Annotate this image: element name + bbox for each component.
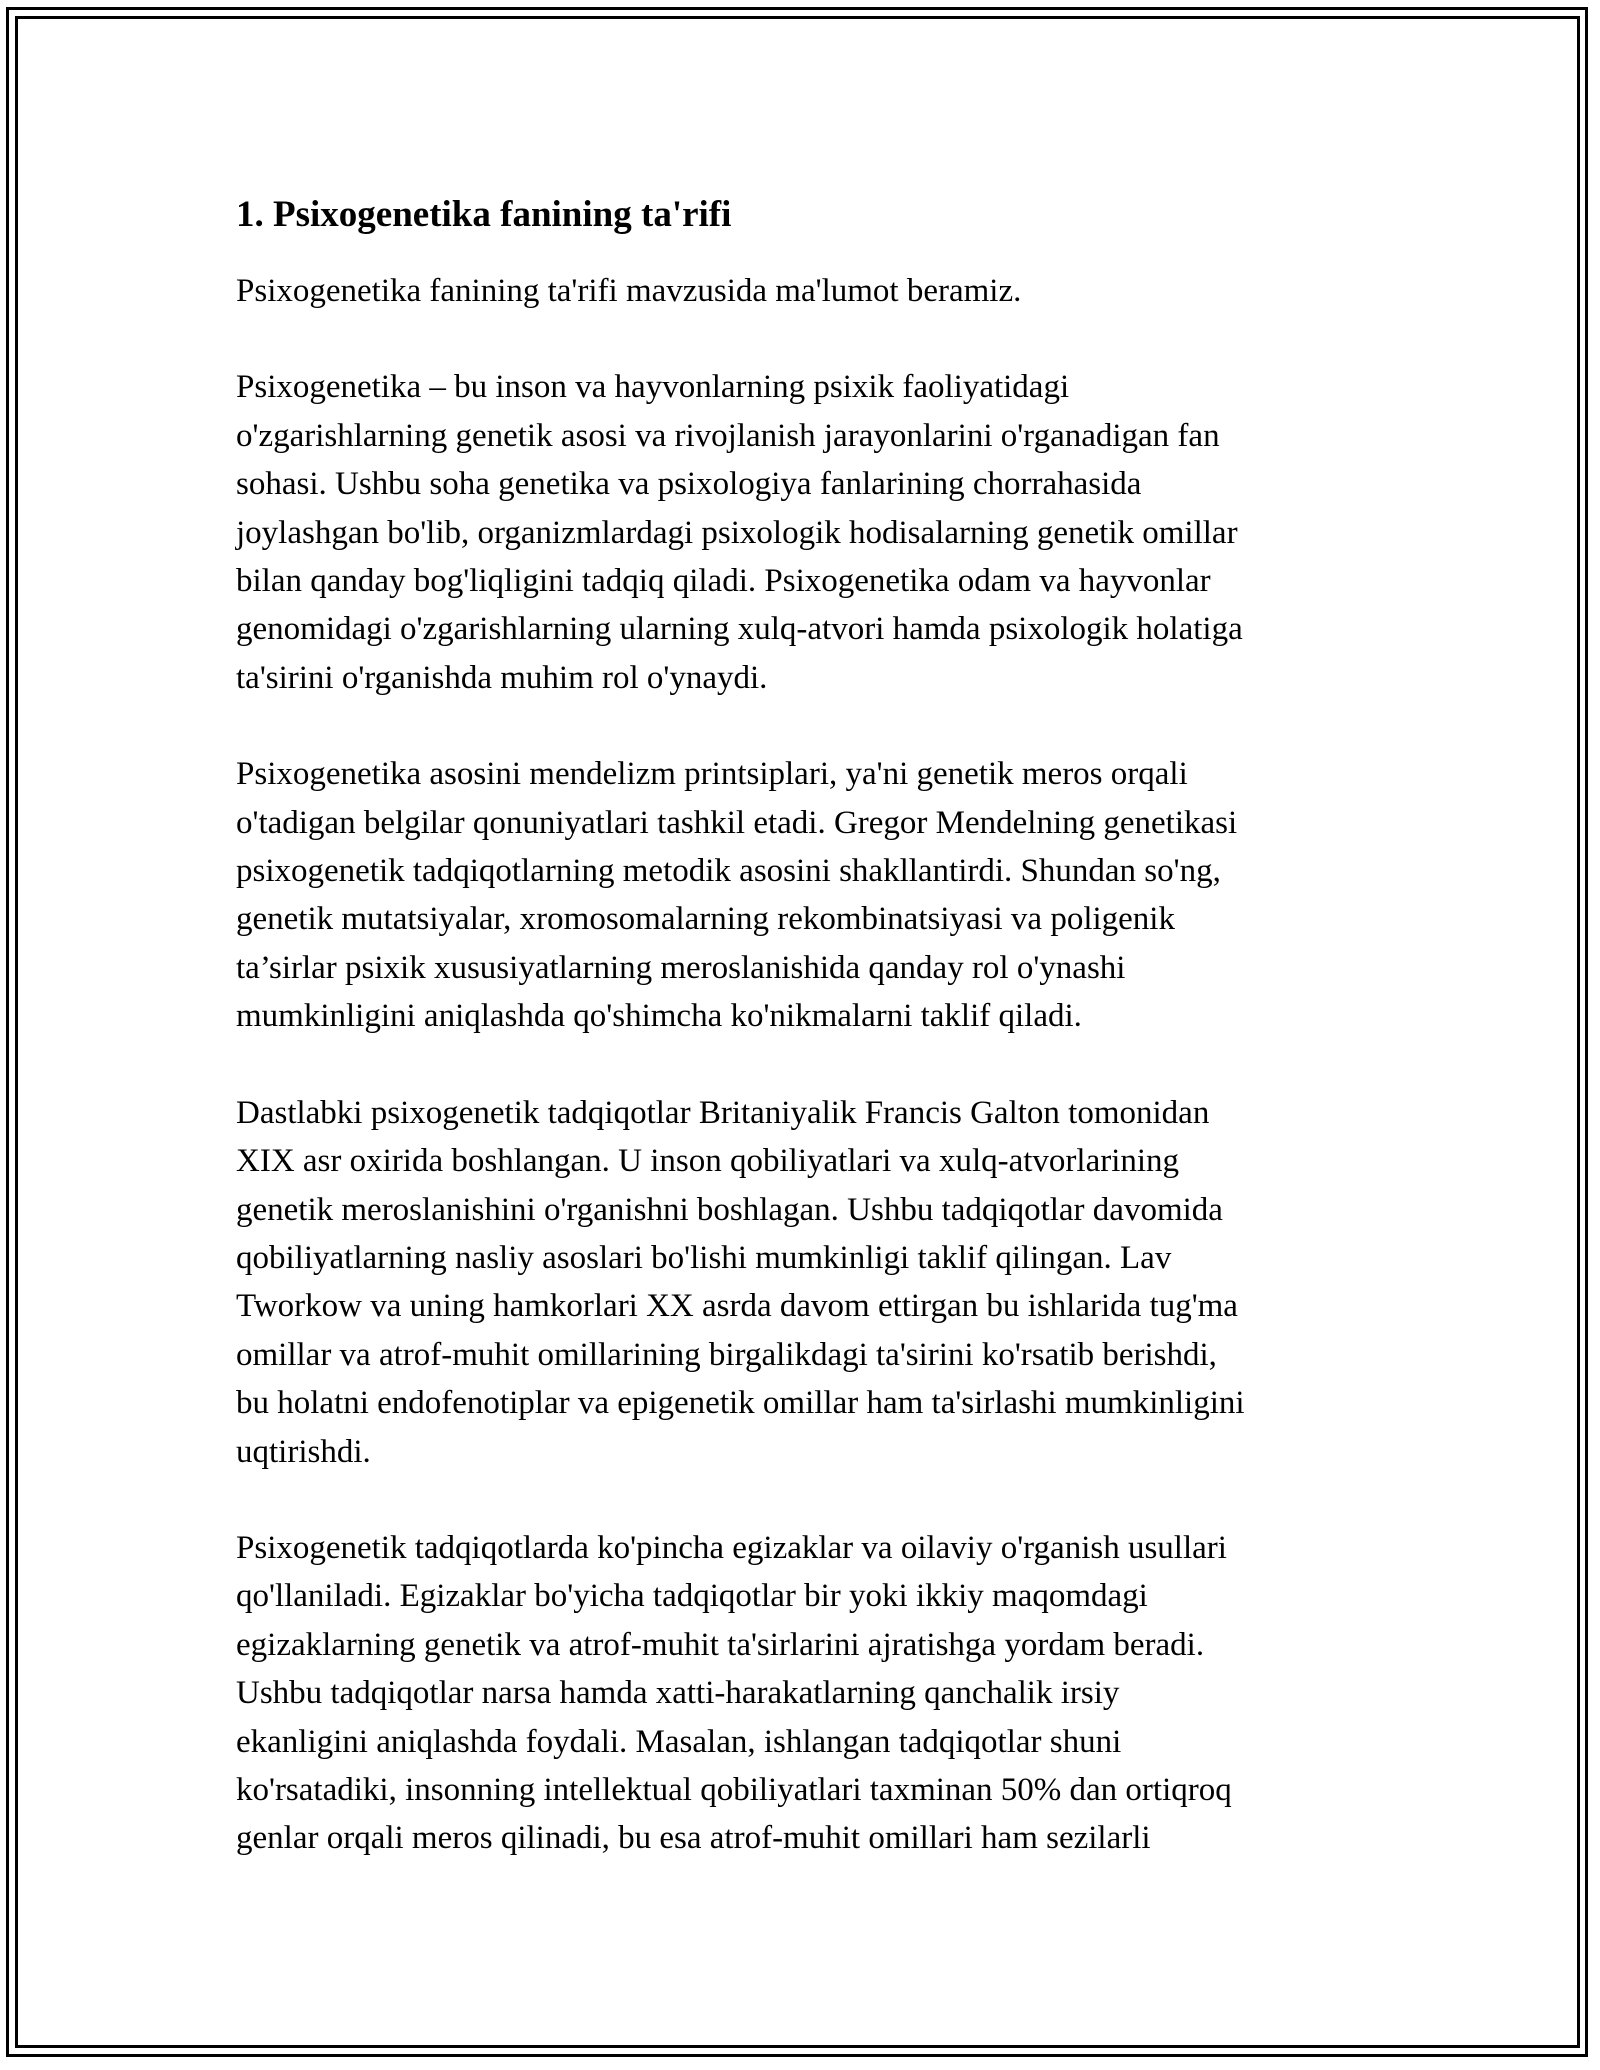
text-line: Psixogenetika – bu inson va hayvonlarning psixik faoliyatidagi [236, 369, 1070, 406]
paragraph [236, 363, 1376, 702]
text-line: sohasi. Ushbu soha genetika va psixologiya fanlarining chorrahasida [236, 466, 1142, 503]
paragraph [236, 1524, 1376, 1863]
text-line: genomidagi o'zgarishlarning ularning xulq-atvori hamda psixologik holatiga [236, 611, 1243, 648]
text-line: o'zgarishlarning genetik asosi va rivojlanish jarayonlarini o'rganadigan fan [236, 417, 1220, 454]
text-line: Psixogenetik tadqiqotlarda ko'pincha egizaklar va oilaviy o'rganish usullari [236, 1529, 1227, 1566]
text-line: XIX asr oxirida boshlangan. U inson qobiliyatlari va xulq-atvorlarining [236, 1143, 1180, 1180]
document-body [236, 185, 1376, 1911]
text-line: genetik mutatsiyalar, xromosomalarning rekombinatsiyasi va poligenik [236, 901, 1175, 938]
paragraph [236, 267, 1376, 315]
text-line: qo'llaniladi. Egizaklar bo'yicha tadqiqotlar bir yoki ikkiy maqomdagi [236, 1578, 1148, 1615]
text-line: genlar orqali meros qilinadi, bu esa atrof-muhit omillari ham sezilarli [236, 1820, 1151, 1857]
text-line: ko'rsatadiki, insonning intellektual qobiliyatlari taxminan 50% dan ortiqroq [236, 1771, 1232, 1808]
text-line: egizaklarning genetik va atrof-muhit ta'sirlarini ajratishga yordam beradi. [236, 1626, 1205, 1663]
text-line: uqtirishdi. [236, 1433, 371, 1470]
text-line: Psixogenetika fanining ta'rifi mavzusida ma'lumot beramiz. [236, 273, 1022, 309]
text-line: psixogenetik tadqiqotlarning metodik asosini shakllantirdi. Shundan so'ng, [236, 853, 1221, 890]
text-line: o'tadigan belgilar qonuniyatlari tashkil etadi. Gregor Mendelning genetikasi [236, 804, 1238, 841]
text-line: Tworkow va uning hamkorlari XX asrda davom ettirgan bu ishlarida tug'ma [236, 1288, 1238, 1325]
text-line: Ushbu tadqiqotlar narsa hamda xatti-harakatlarning qanchalik irsiy [236, 1675, 1120, 1712]
text-line: genetik meroslanishini o'rganishni boshlagan. Ushbu tadqiqotlar davomida [236, 1191, 1223, 1228]
paragraph [236, 750, 1376, 1040]
text-line: mumkinligini aniqlashda qo'shimcha ko'nikmalarni taklif qiladi. [236, 998, 1082, 1035]
text-line: bu holatni endofenotiplar va epigenetik omillar ham ta'sirlashi mumkinligini [236, 1385, 1245, 1422]
text-line: joylashgan bo'lib, organizmlardagi psixologik hodisalarning genetik omillar [236, 514, 1238, 551]
text-line: omillar va atrof-muhit omillarining birgalikdagi ta'sirini ko'rsatib berishdi, [236, 1336, 1217, 1373]
text-line: qobiliyatlarning nasliy asoslari bo'lishi mumkinligi taklif qilingan. Lav [236, 1239, 1172, 1276]
text-line: ta'sirini o'rganishda muhim rol o'ynaydi. [236, 659, 768, 696]
text-line: ekanligini aniqlashda foydali. Masalan, ishlangan tadqiqotlar shuni [236, 1723, 1122, 1760]
paragraph [236, 1089, 1376, 1476]
text-line: Dastlabki psixogenetik tadqiqotlar Britaniyalik Francis Galton tomonidan [236, 1094, 1210, 1131]
text-line: bilan qanday bog'liqligini tadqiq qiladi. Psixogenetika odam va hayvonlar [236, 563, 1211, 600]
document-title: 1. Psixogenetika fanining ta'rifi [236, 194, 732, 235]
text-line: Psixogenetika asosini mendelizm printsiplari, ya'ni genetik meros orqali [236, 756, 1188, 793]
paragraph-list [236, 267, 1376, 1863]
text-line: ta’sirlar psixik xususiyatlarning meroslanishida qanday rol o'ynashi [236, 949, 1126, 986]
